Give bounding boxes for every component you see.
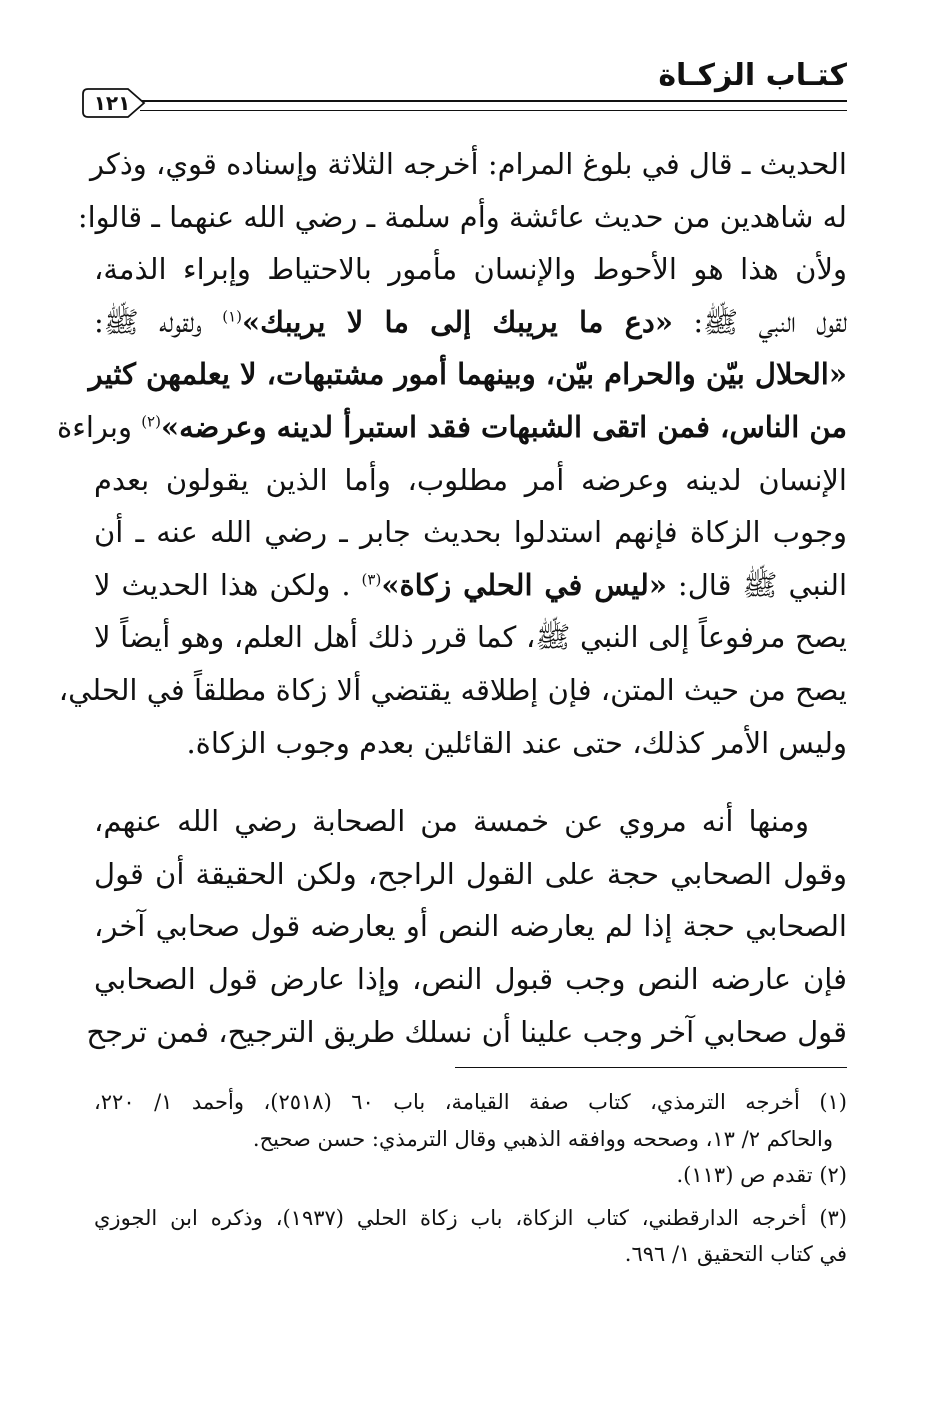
hadith-quote: «الحلال بيّن والحرام بيّن، وبينهما أمور مشتبهات، لا يعلمهن كثير <box>88 357 847 392</box>
text-run: . ولكن هذا الحديث لا <box>94 567 362 602</box>
text-line: الحديث ـ قال في بلوغ المرام: أخرجه الثلاثة وإسناده قوي، وذكر <box>90 147 847 181</box>
text-line: ولأن هذا هو الأحوط والإنسان مأمور بالاحتياط وإبراء الذمة، <box>94 252 847 287</box>
text-run: لقول النبي ﷺ: <box>672 304 848 339</box>
text-line: يصح مرفوعاً إلى النبي ﷺ، كما قرر ذلك أهل العلم، وهو أيضاً لا <box>94 620 847 655</box>
hadith-quote: «دع ما يريبك إلى ما لا يريبك» <box>242 304 673 339</box>
text-line <box>57 401 847 454</box>
footnote-line: (٣) أخرجه الدارقطني، كتاب الزكاة، باب زكاة الحلي (١٩٣٧)، وذكره ابن الجوزي <box>94 1205 847 1230</box>
text-run: ولقوله ﷺ: <box>94 304 223 339</box>
text-line: يصح من حيث المتن، فإن إطلاقه يقتضي ألا زكاة مطلقاً في الحلي، <box>58 672 847 707</box>
main-text <box>57 138 848 1058</box>
hadith-quote: من الناس، فمن اتقى الشبهات فقد استبرأ لدينه وعرضه» <box>160 409 847 444</box>
text-line: له شاهدين من حديث عائشة وأم سلمة ـ رضي الله عنهما ـ قالوا: <box>77 199 847 234</box>
running-title: كتـاب الزكـاة <box>658 58 847 93</box>
text-line: وليس الأمر كذلك، حتى عند القائلين بعدم وجوب الزكاة. <box>186 725 847 760</box>
footnote-line: (٢) تقدم ص (١١٣). <box>676 1163 847 1188</box>
hadith-quote: «ليس في الحلي زكاة» <box>381 567 667 602</box>
footnote-ref: (١) <box>222 307 242 326</box>
page-number-badge <box>82 86 146 120</box>
text-line: قول صحابي آخر وجب علينا أن نسلك طريق الترجيح، فمن ترجح <box>86 1014 847 1049</box>
text-line: ومنها أنه مروي عن خمسة من الصحابة رضي الله عنهم، <box>94 804 809 839</box>
footnote-line: والحاكم ٢/ ١٣، وصححه ووافقه الذهبي وقال الترمذي: حسن صحيح. <box>252 1126 833 1151</box>
text-line: وقول الصحابي حجة على القول الراجح، ولكن الحقيقة أن قول <box>94 856 847 891</box>
text-line: فإن عارضه النص وجب قبول النص، وإذا عارض قول الصحابي <box>94 961 847 996</box>
footnote-ref: (٣) <box>361 570 382 589</box>
footnotes <box>94 1084 847 1273</box>
text-line: الصحابي حجة إذا لم يعارضه النص أو يعارضه قول صحابي آخر، <box>94 909 847 944</box>
text-run: وبراءة <box>57 409 142 444</box>
text-line <box>88 348 847 401</box>
footnote-separator <box>455 1067 847 1068</box>
text-line <box>94 296 847 349</box>
paragraph-gap <box>94 769 847 795</box>
footnote-ref: (٢) <box>141 412 161 431</box>
header-rule <box>140 100 847 111</box>
text-run: النبي ﷺ قال: <box>666 567 848 602</box>
footnote-line: في كتاب التحقيق ١/ ٦٩٦. <box>624 1242 847 1267</box>
footnote-line: (١) أخرجه الترمذي، كتاب صفة القيامة، باب ٦٠ (٢٥١٨)، وأحمد ١/ ٢٢٠، <box>94 1090 847 1114</box>
page-number: ١٢١ <box>93 91 131 115</box>
text-line: الإنسان لدينه وعرضه أمر مطلوب، وأما الذين يقولون بعدم <box>94 462 847 497</box>
text-line <box>94 559 847 612</box>
text-line: وجوب الزكاة فإنهم استدلوا بحديث جابر ـ رضي الله عنه ـ أن <box>94 515 847 550</box>
